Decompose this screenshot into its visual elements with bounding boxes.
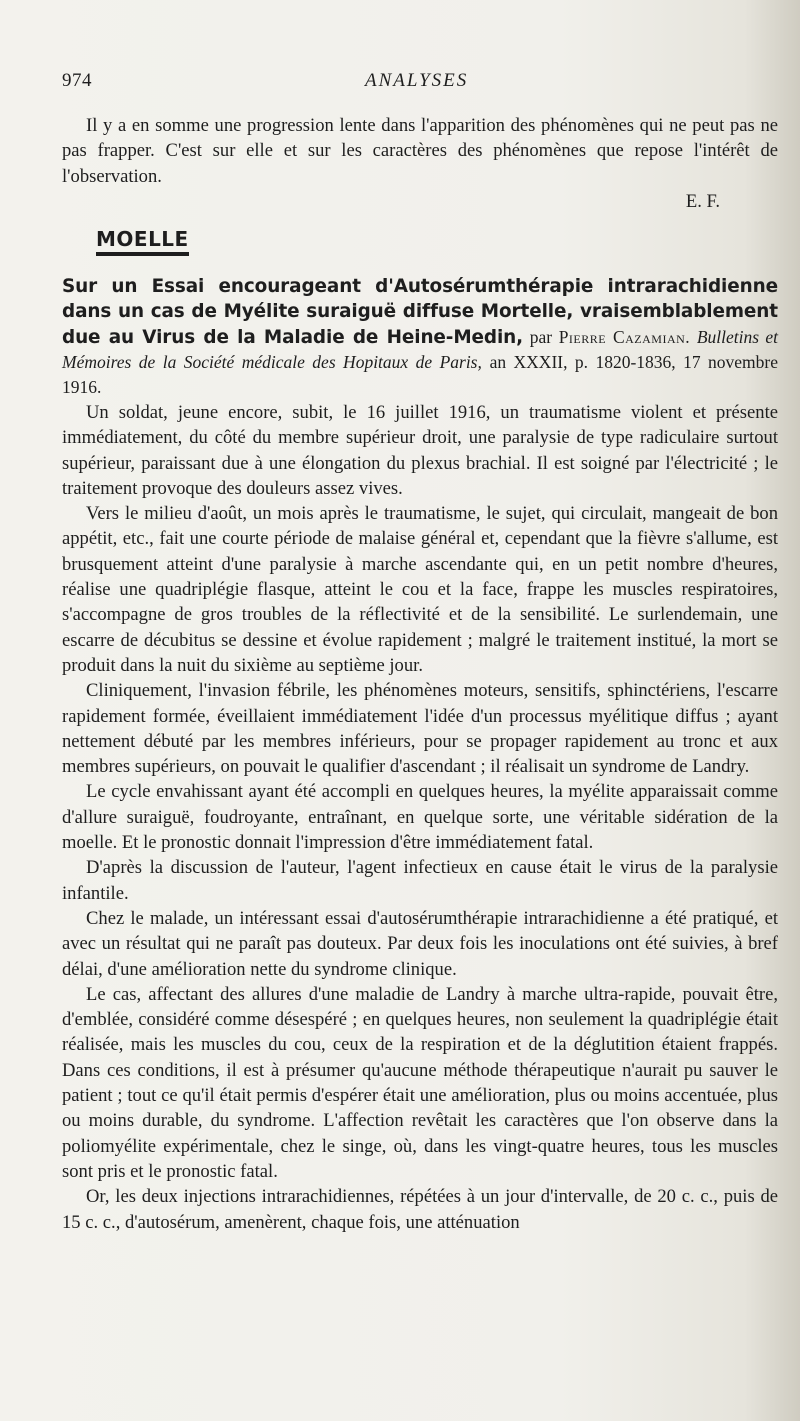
body-paragraph: Vers le milieu d'août, un mois après le traumatisme, le sujet, qui circulait, mangeait de bon appétit, etc., fait une courte période de malaise général et, cependant que la fièvre s'allume, est brusquement atteint d'une paralysie à marche ascendante qui, en un petit nombre d'heures, réalise une quadriplégie flasque, atteint le cou et la face, frappe les muscles respiratoires, s'accompagne de gros troubles de la réflectivité et de la sensibilité. Le surlendemain, une escarre de décubitus se dessine et évolue rapidement ; malgré le traitement institué, la mort se produit dans la nuit du sixième au septième jour. [62,503,778,676]
body-paragraph: D'après la discussion de l'auteur, l'agent infectieux en cause était le virus de la paralysie infantile. [62,857,778,904]
article-author: Pierre Cazamian. [558,326,691,347]
page-number: 974 [62,70,92,91]
running-title: ANALYSES [365,70,469,91]
article-reference [62,274,778,400]
body-paragraph: Un soldat, jeune encore, subit, le 16 juillet 1916, un traumatisme violent et présente immédiatement, du côté du membre supérieur droit, une paralysie de type radiculaire surtout supérieur, paraissant due à une élongation du plexus brachial. Il est soigné par l'électricité ; le traitement provoque des douleurs assez vives. [62,402,778,499]
body-paragraph: Le cycle envahissant ayant été accompli en quelques heures, la myélite apparaissait comme d'allure suraiguë, foudroyante, entraînant, en quelque sorte, une véritable sidération de la moelle. Et le pronostic donnait l'impression d'être immédiatement fatal. [62,781,778,854]
citation-details: an XXXII, p. 1820-1836, 17 novembre 1916. [62,351,778,398]
body-paragraph: Cliniquement, l'invasion fébrile, les phénomènes moteurs, sensitifs, sphinctériens, l'escarre rapidement formée, éveillaient immédiatement l'idée d'un processus myélitique diffus ; ayant nettement débuté par les membres inférieurs, pour se propager rapidement au tronc et aux membres supérieurs, on pouvait le qualifier d'ascendant ; il réalisait un syndrome de Landry. [62,680,778,778]
body-paragraph: Le cas, affectant des allures d'une maladie de Landry à marche ultra-rapide, pouvait être, d'emblée, considéré comme désespéré ; en quelques heures, non seulement la quadriplégie était réalisée, mais les muscles du cou, ceux de la respiration et de la déglutition étaient frappés. Dans ces conditions, il est à présumer qu'aucune méthode thérapeutique n'aurait pu sauver le patient ; tout ce qu'il était permis d'espérer était une amélioration, plus ou moins accentuée, plus ou moins durable, du syndrome. L'affection revêtait les caractères que l'on observe dans la poliomyélite expérimentale, chez le singe, où, dans les vingt-quatre heures, tous les muscles sont pris et le pronostic fatal. [62,983,778,1182]
page-header [62,70,778,98]
body-paragraph: Or, les deux injections intrarachidiennes, répétées à un jour d'intervalle, de 20 c. c., puis de 15 c. c., d'autosérum, amenèrent, chaque fois, une atténuation [62,1186,778,1233]
intro-text: Il y a en somme une progression lente dans l'apparition des phénomènes qui ne peut pas ne pas frapper. C'est sur elle et sur les caractères des phénomènes que repose l'intérêt de l'observation. [62,115,778,187]
section-heading: MOELLE [96,227,189,256]
journal-name: Bulletins et Mémoires de la Société médicale des Hopitaux de Paris, [62,326,779,372]
author-initials: E. F. [685,190,720,212]
intro-paragraph [62,113,778,214]
body-paragraph: Chez le malade, un intéressant essai d'autosérumthérapie intrarachidienne a été pratiqué, et avec un résultat qui ne paraît pas douteux. Par deux fois les inoculations ont été suivies, à bref délai, d'une amélioration nette du syndrome clinique. [62,907,778,980]
article-title: Sur un Essai encourageant d'Autosérumthérapie intrarachidienne dans un cas de Myélite suraiguë diffuse Mortelle, vraisemblablement due au Virus de la Maladie de Heine-Medin, [62,276,778,348]
intro-signature-line [62,189,778,214]
article-by: par [529,326,553,347]
article-body [62,400,778,1235]
